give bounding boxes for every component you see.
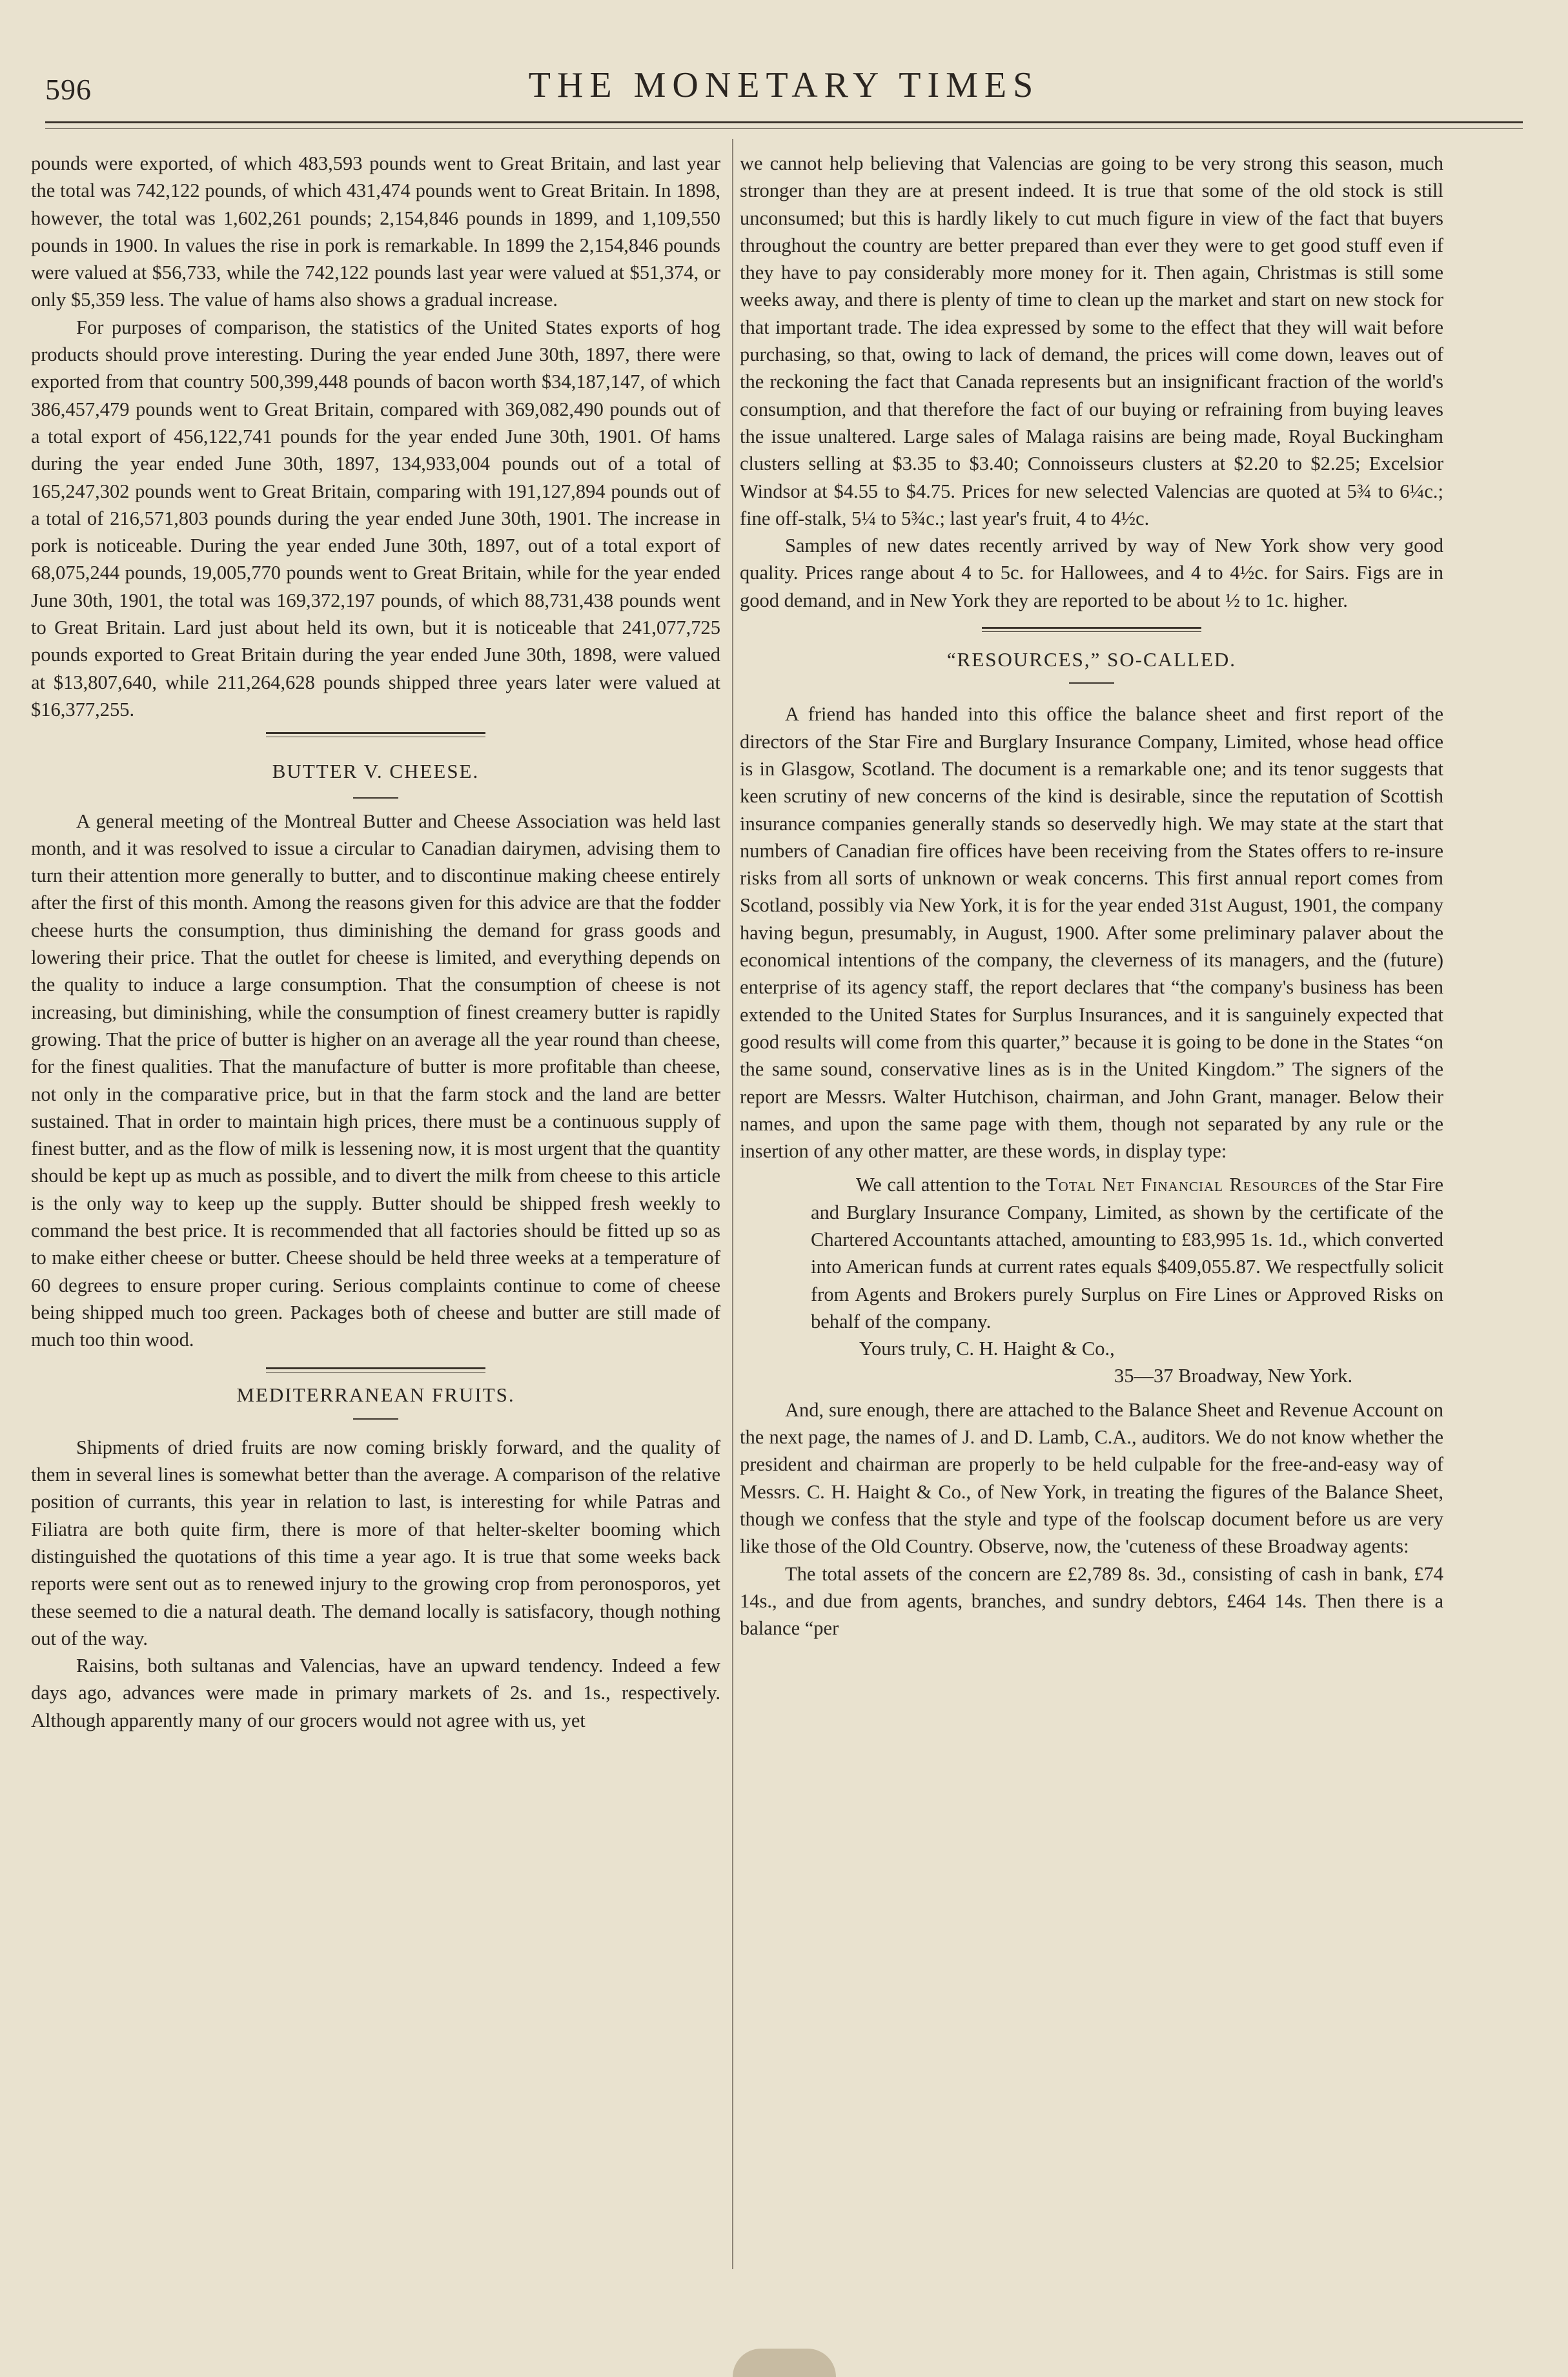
section-heading: MEDITERRANEAN FRUITS. xyxy=(236,1383,515,1407)
paragraph: A friend has handed into this office the balance sheet and first report of the directors of the Star Fire and Burglary Insurance Company, Limited, whose head office is in Glasgow, Scotland. The document is a remarkable one; and its tenor suggests that keen scrutiny of new concerns of the kind is desirable, since the reputation of Scottish insurance companies generally stands so deservedly high. We may state at the start that numbers of Canadian fire offices have been receiving from the States offers to re-insure risks from all sorts of unknown or weak concerns. This first annual report comes from Scotland, possibly via New York, it is for the year ended 31st August, 1901, the company having begun, presumably, in August, 1900. After some preliminary palaver about the economical intentions of the company, the cleverness of its managers, and the (future) enterprise of its agency staff, the report declares that “the company's business has been extended to the United States for Surplus Insurances, and it is sanguinely expected that good results will come from this quarter,” because it is going to be done in the States “on the same sound, conservative lines as is in the United Kingdom.” The signers of the report are Messrs. Walter Hutchison, chairman, and John Grant, manager. Below their names, and upon the same page with them, though not separated by any rule or the insertion of any other matter, are these words, in display type: xyxy=(740,703,1443,1163)
right-column xyxy=(740,150,1443,1642)
page-number: 596 xyxy=(45,73,92,106)
paragraph: Raisins, both sultanas and Valencias, have an upward tendency. Indeed a few days ago, advances were made in primary markets of 2s. and 1s., respectively. Although apparently many of our grocers would not agree with us, yet xyxy=(31,1655,720,1731)
section-divider xyxy=(982,627,1201,632)
paragraph: For purposes of comparison, the statistics of the United States exports of hog products should prove interesting. During the year ended June 30th, 1897, there were exported from that country 500,399,448 pounds of bacon worth $34,187,147, of which 386,457,479 pounds went to Great Britain, compared with 369,082,490 pounds out of a total export of 456,122,741 pounds for the year ended June 30th, 1901. Of hams during the year ended June 30th, 1897, 134,933,004 pounds out of a total of 165,247,302 pounds went to Great Britain, comparing with 191,127,894 pounds out of a total of 216,571,803 pounds during the year ended June 30th, 1901. The increase in pork is noticeable. During the year ended June 30th, 1897, out of a total export of 68,075,244 pounds, 19,005,770 pounds went to Great Britain, while for the year ended June 30th, 1901, the total was 169,372,197 pounds, of which 88,731,438 pounds went to Great Britain. Lard just about held its own, but it is noticeable that 241,077,725 pounds exported to Great Britain during the year ended June 30th, 1898, were valued at $13,807,640, while 211,264,628 pounds shipped three years later were valued at $16,377,255. xyxy=(31,316,720,720)
column-divider xyxy=(732,139,733,2269)
section-divider xyxy=(266,1367,485,1372)
paragraph: Shipments of dried fruits are now coming briskly forward, and the quality of them in several lines is somewhat better than the average. A comparison of the relative position of currants, this year in relation to last, is interesting for while Patras and Filiatra are both quite firm, there is more of that helter-skelter booming which distinguished the quotations of this time a year ago. It is true that some weeks back reports were sent out as to renewed injury to the growing crop from peronosporos, yet these seemed to die a natural death. The demand locally is satisfacory, though nothing out of the way. xyxy=(31,1436,720,1649)
section-heading: BUTTER V. CHEESE. xyxy=(272,760,480,783)
binding-mark xyxy=(733,2349,836,2377)
quote-emphasis: Total Net Financial Resources xyxy=(1046,1174,1318,1196)
paragraph: A general meeting of the Montreal Butter and Cheese Association was held last month, and it was resolved to issue a circular to Canadian dairymen, advising them to turn their attention more generally to butter, and to discontinue making cheese entirely after the first of this month. Among the reasons given for this advice are that the fodder cheese hurts the consumption, thus diminishing the demand for grass goods and lowering their price. That the outlet for cheese is limited, and everything depends on the quality to induce a large consumption. That the consumption of cheese is not increasing, but diminishing, while the consumption of finest creamery butter is rapidly growing. That the price of butter is higher on an average all the year round than cheese, for the finest qualities. That the manufacture of butter is more profitable than cheese, not only in the comparative price, but in that the farm stock and the land are better sustained. That in order to maintain high prices, there must be a continuous supply of finest butter, and as the flow of milk is lessening now, it is most urgent that the quantity should be kept up as much as possible, and to divert the milk from cheese to this article is the only way to keep up the supply. Butter should be shipped fresh weekly to command the best price. It is recommended that all factories should be fitted up so as to make either cheese or butter. Cheese should be held three weeks at a temperature of 60 degrees to ensure proper curing. Serious complaints continue to come of cheese being shipped much too green. Packages both of cheese and butter are still made of much too thin wood. xyxy=(31,810,720,1351)
paragraph: And, sure enough, there are attached to the Balance Sheet and Revenue Account on the next page, the names of J. and D. Lamb, C.A., auditors. We do not know whether the president and chairman are properly to be held culpable for the free-and-easy way of Messrs. C. H. Haight & Co., of New York, in treating the figures of the Balance Sheet, though we confess that the style and type of the foolscap document before us are very like those of the Old Country. Observe, now, the 'cuteness of these Broadway agents: xyxy=(740,1398,1443,1558)
quote-text: of the Star Fire and Burglary Insurance Company, Limited, as shown by the certificate of the Chartered Accountants attached, amounting to £83,995 1s. 1d., which converted into American funds at current rates equals $409,055.87. We respectfully solicit from Agents and Brokers purely Surplus on Fire Lines or Approved Risks on behalf of the company. xyxy=(811,1174,1444,1332)
section-heading: “RESOURCES,” SO-CALLED. xyxy=(946,648,1237,671)
quote-text: We call attention to the xyxy=(856,1174,1041,1196)
display-quote xyxy=(811,1171,1443,1335)
paragraph: pounds were exported, of which 483,593 pounds went to Great Britain, and last year the total was 742,122 pounds, of which 431,474 pounds went to Great Britain. In 1898, however, the total was 1,602,261 pounds; 2,154,846 pounds in 1899, and 1,109,550 pounds in 1900. In values the rise in pork is remarkable. In 1899 the 2,154,846 pounds were valued at $56,733, while the 742,122 pounds last year were valued at $51,374, or only $5,359 less. The value of hams also shows a gradual increase. xyxy=(31,152,720,311)
masthead: THE MONETARY TIMES xyxy=(528,65,1040,105)
left-column xyxy=(31,150,720,1734)
header-rule xyxy=(45,121,1523,129)
signature-line: Yours truly, C. H. Haight & Co., xyxy=(859,1338,1115,1360)
paragraph: Samples of new dates recently arrived by way of New York show very good quality. Prices range about 4 to 5c. for Hallowees, and 4 to 4½c. for Sairs. Figs are in good demand, and in New York they are reported to be about ½ to 1c. higher. xyxy=(740,535,1443,611)
paragraph: The total assets of the concern are £2,789 8s. 3d., consisting of cash in bank, £74 14s., and due from agents, branches, and sundry debtors, £464 14s. Then there is a balance “per xyxy=(740,1562,1443,1640)
paragraph: we cannot help believing that Valencias are going to be very strong this season, much stronger than they are at present indeed. It is true that some of the old stock is still unconsumed; but this is hardly likely to cut much figure in view of the fact that buyers throughout the country are better prepared than ever they were to get good stuff even if they have to pay considerably more money for it. Then again, Christmas is still some weeks away, and there is plenty of time to clean up the market and start on new stock for that important trade. The idea expressed by some to the effect that they will wait before purchasing, so that, owing to lack of demand, the prices will come down, leaves out of the reckoning the fact that Canada represents but an insignificant fraction of the world's consumption, and that therefore the fact of our buying or refraining from buying leaves the issue unaltered. Large sales of Malaga raisins are being made, Royal Buckingham clusters selling at $3.35 to $3.40; Connoisseurs clusters at $2.20 to $2.25; Excelsior Windsor at $4.55 to $4.75. Prices for new selected Valencias are quoted at 5¾ to 6¼c.; fine off-stalk, 5¼ to 5¾c.; last year's fruit, 4 to 4½c. xyxy=(740,152,1443,529)
section-divider xyxy=(266,732,485,737)
signature-address: 35—37 Broadway, New York. xyxy=(1114,1365,1353,1387)
